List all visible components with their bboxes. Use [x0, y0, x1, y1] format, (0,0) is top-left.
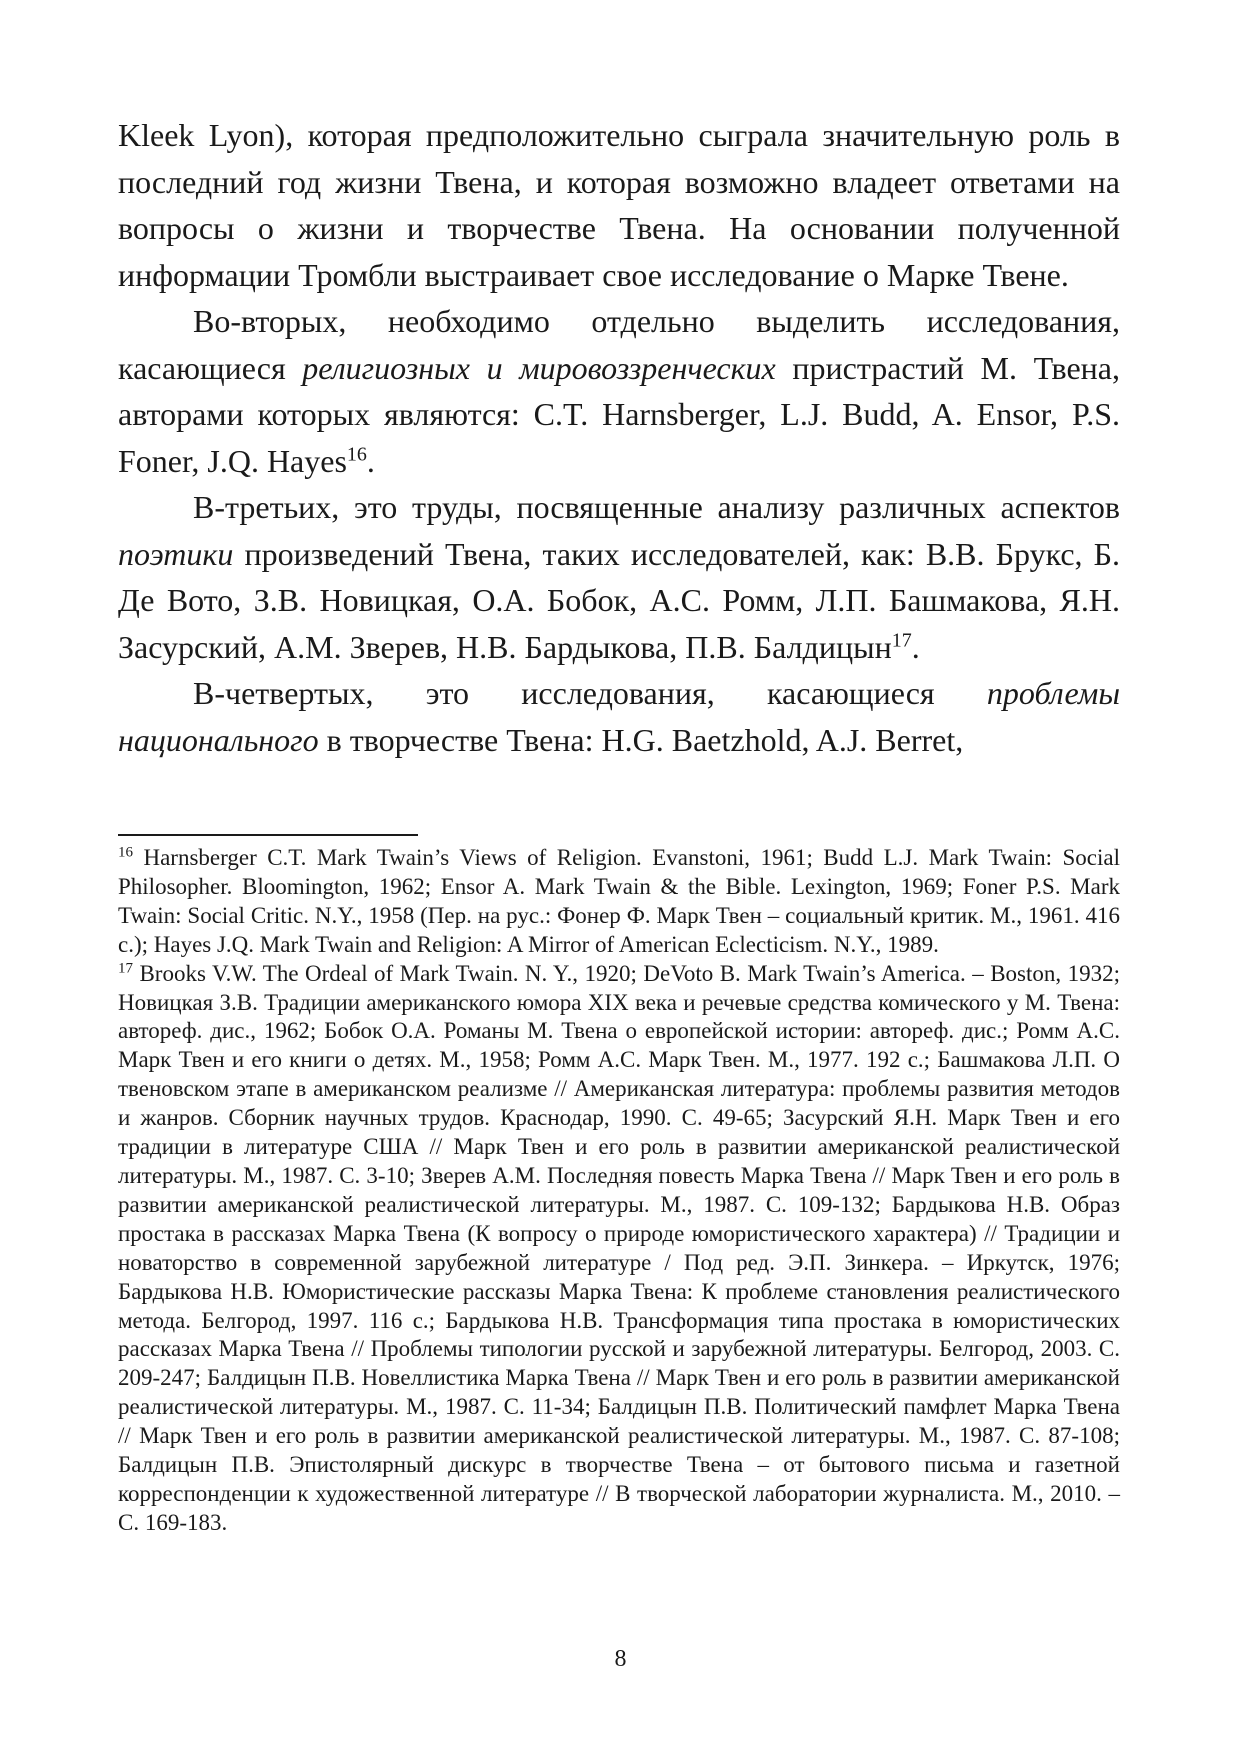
- paragraph-2-period: .: [366, 442, 375, 479]
- footnotes: [118, 844, 1120, 1538]
- page-number: 8: [614, 1646, 627, 1672]
- paragraph-2-text-end: пристрастий М. Твена, авторами которых являются: C.T. Harnsberger, L.J. Budd, A. Ensor, P.S. Foner, J.Q. Hayes: [118, 349, 1120, 479]
- footnote-text: Brooks V.W. The Ordeal of Mark Twain. N. Y., 1920; DeVoto B. Mark Twain’s America. – Boston, 1932; Новицкая З.В. Традиции американского юмора XIX века и речевые средства комического у М. Твена: автореф. дис., 1962; Бобок О.А. Романы М. Твена о европейской истории: автореф. дис.; Ромм А.С. Марк Твен и его книги о детях. М., 1958; Ромм А.С. Марк Твен. М., 1977. 192 с.; Башмакова Л.П. О твеновском этапе в американском реализме // Американская литература: проблемы развития методов и жанров. Сборник научных трудов. Краснодар, 1990. С. 49-65; Засурский Я.Н. Марк Твен и его традиции в литературе США // Марк Твен и его роль в развитии американской реалистической литературы. М., 1987. С. 3-10; Зверев А.М. Последняя повесть Марка Твена // Марк Твен и его роль в развитии американской реалистической литературы. М., 1987. С. 109-132; Бардыкова Н.В. Образ простака в рассказах Марка Твена (К вопросу о природе юмористического характера) // Традиции и новаторство в современной зарубежной литературе / Под ред. Э.П. Зинкера. – Иркутск, 1976; Бардыкова Н.В. Юмористические рассказы Марка Твена: К проблеме становления реалистического метода. Белгород, 1997. 116 с.; Бардыкова Н.В. Трансформация типа простака в юмористических рассказах Марка Твена // Проблемы типологии русской и зарубежной литературы. Белгород, 2003. С. 209-247; Балдицын П.В. Новеллистика Марка Твена // Марк Твен и его роль в развитии американской реалистической литературы. М., 1987. С. 11-34; Балдицын П.В. Политический памфлет Марка Твена // Марк Твен и его роль в развитии американской реалистической литературы. М., 1987. С. 87-108; Балдицын П.В. Эпистолярный дискурс в творчестве Твена – от бытового письма и газетной корреспонденции к художественной литературе // В творческой лаборатории журналиста. М., 2010. – С. 169-183.: [118, 960, 1120, 1535]
- paragraph-4-text-start: В-четвертых, это исследования, касающиеся: [193, 675, 987, 711]
- paragraph-3-text-start: В-третьих, это труды, посвященные анализу различных аспектов: [193, 489, 1120, 525]
- paragraph-2-text-start: Во-вторых, необходимо отдельно выделить исследования, касающиеся: [118, 303, 1120, 386]
- footnote-17: [118, 960, 1120, 1538]
- paragraph-1: Kleek Lyon), которая предположительно сыграла значительную роль в последний год жизни Твена, и которая возможно владеет ответами на вопросы о жизни и творчестве Твена. На основании полученной информации Тромбли выстраивает свое исследование о Марке Твене.: [118, 117, 1120, 293]
- paragraph-3-emphasis: поэтики: [118, 535, 234, 572]
- footnote-text: Harnsberger C.T. Mark Twain’s Views of Religion. Evanstoni, 1961; Budd L.J. Mark Twain: Social Philosopher. Bloomington, 1962; Ensor A. Mark Twain & the Bible. Lexington, 1969; Foner P.S. Mark Twain: Social Critic. N.Y., 1958 (Пер. на рус.: Фонер Ф. Марк Твен – социальный критик. М., 1961. 416 с.); Hayes J.Q. Mark Twain and Religion: A Mirror of American Eclecticism. N.Y., 1989.: [118, 845, 1120, 957]
- paragraph-4: [118, 670, 1120, 763]
- paragraph-4-emphasis: проблемы национального: [118, 675, 1120, 758]
- footnote-number: 16: [118, 844, 133, 861]
- main-text: [118, 112, 1120, 763]
- footnote-16: [118, 844, 1120, 960]
- paragraph-2-emphasis: религиозных и мировоззренческих: [302, 349, 776, 386]
- paragraph-3-text-end: произведений Твена, таких исследователей, как: В.В. Брукс, Б. Де Вото, З.В. Новицкая, О.А. Бобок, А.С. Ромм, Л.П. Башмакова, Я.Н. Засурский, А.М. Зверев, Н.В. Бардыкова, П.В. Балдицын: [118, 535, 1120, 665]
- paragraph-3-period: .: [911, 628, 920, 665]
- page-body: [118, 112, 1120, 763]
- paragraph-3: [118, 484, 1120, 670]
- footnote-separator: [118, 834, 418, 836]
- footnote-ref-16[interactable]: 16: [346, 442, 367, 465]
- paragraph-4-text-end: в творчестве Твена: H.G. Baetzhold, A.J. Berret,: [318, 721, 964, 758]
- footnote-number: 17: [118, 959, 133, 976]
- footnote-ref-17[interactable]: 17: [891, 628, 912, 651]
- paragraph-2: [118, 298, 1120, 484]
